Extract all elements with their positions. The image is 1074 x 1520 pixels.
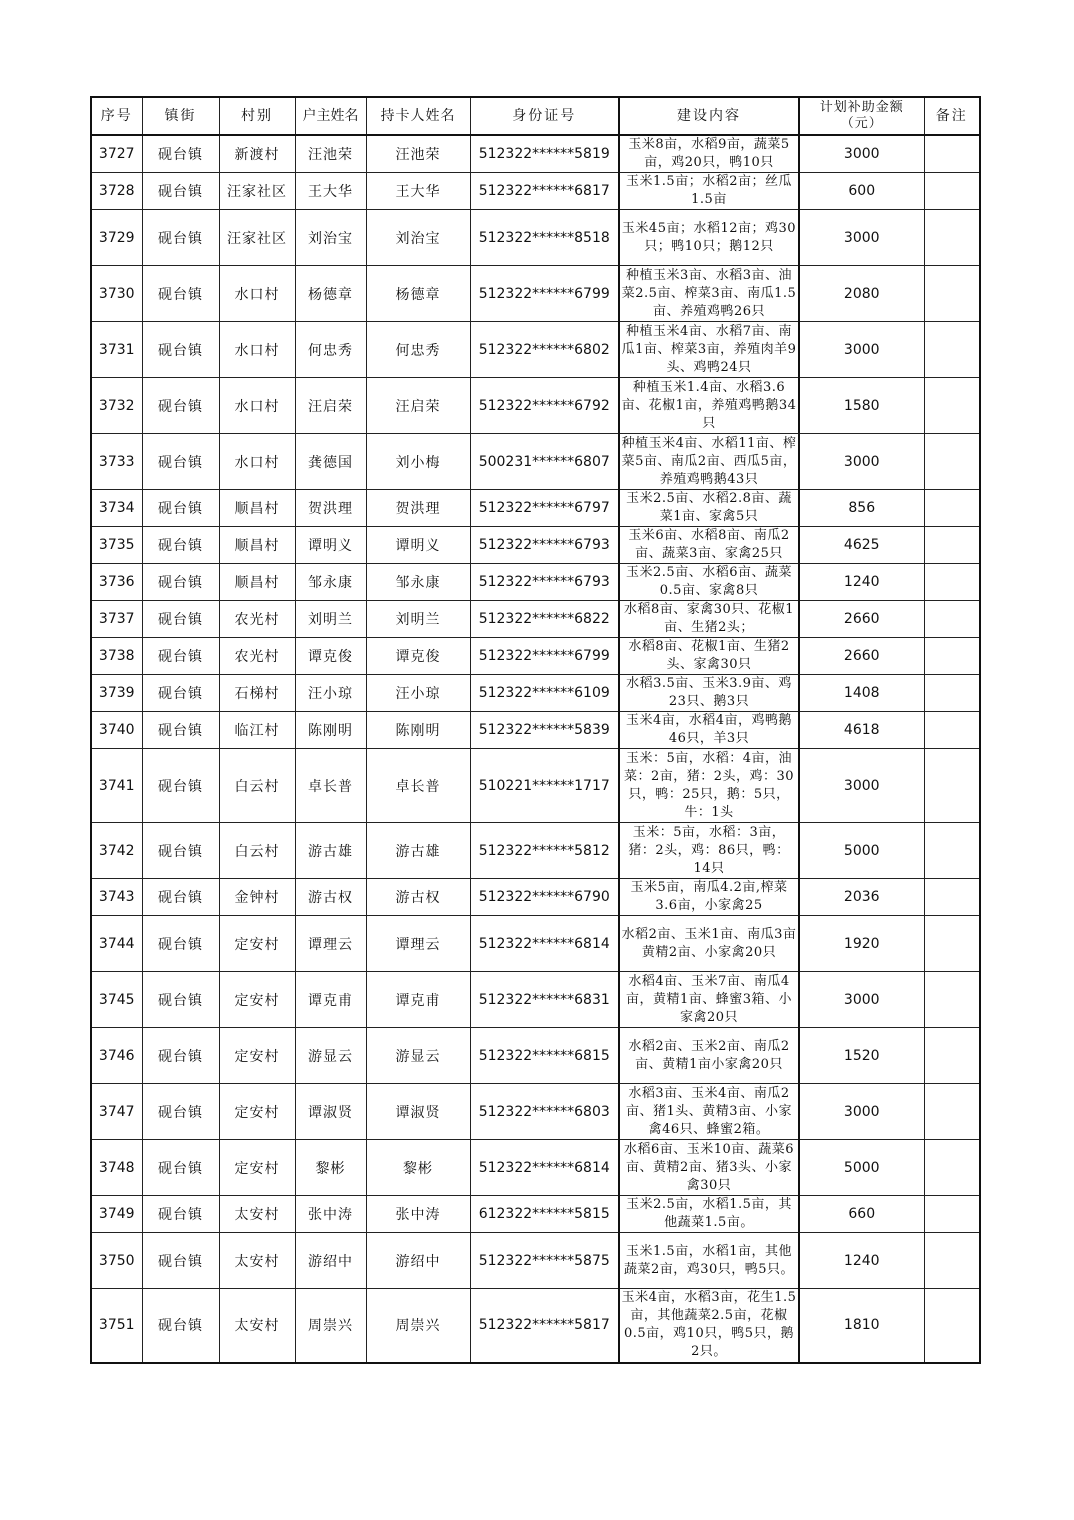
row-note [924,638,980,675]
row-id-number: 512322******6793 [470,564,619,601]
header-construction-content: 建设内容 [619,97,799,135]
row-planned-subsidy: 3000 [799,749,924,823]
row-village: 农光村 [219,601,295,638]
row-village: 顺昌村 [219,490,295,527]
row-town: 砚台镇 [142,879,219,916]
row-town: 砚台镇 [142,749,219,823]
row-town: 砚台镇 [142,823,219,879]
row-planned-subsidy: 3000 [799,135,924,173]
row-construction-content: 玉米4亩，水稻3亩，花生1.5亩，其他蔬菜2.5亩，花椒0.5亩，鸡10只，鸭5只，鹅2只。 [619,1289,799,1363]
row-seq: 3733 [91,434,142,490]
row-cardholder-name: 黎彬 [366,1140,470,1196]
row-seq: 3748 [91,1140,142,1196]
row-note [924,675,980,712]
row-id-number: 512322******5812 [470,823,619,879]
row-construction-content: 水稻3亩、玉米4亩、南瓜2亩、猪1头、黄精3亩、小家禽46只、蜂蜜2箱。 [619,1084,799,1140]
row-construction-content: 玉米45亩；水稻12亩；鸡30只；鸭10只；鹅12只 [619,210,799,266]
row-town: 砚台镇 [142,378,219,434]
row-note [924,601,980,638]
row-construction-content: 水稻2亩、玉米2亩、南瓜2亩、黄精1亩小家禽20只 [619,1028,799,1084]
row-planned-subsidy: 1810 [799,1289,924,1363]
row-head-name: 游显云 [295,1028,366,1084]
table-row [91,879,980,916]
row-planned-subsidy: 4625 [799,527,924,564]
row-note [924,173,980,210]
row-town: 砚台镇 [142,712,219,749]
row-construction-content: 水稻2亩、玉米1亩、南瓜3亩黄精2亩、小家禽20只 [619,916,799,972]
table-row [91,601,980,638]
row-construction-content: 种植玉米1.4亩、水稻3.6亩、花椒1亩，养殖鸡鸭鹅34只 [619,378,799,434]
row-town: 砚台镇 [142,434,219,490]
row-village: 定安村 [219,1084,295,1140]
row-head-name: 刘治宝 [295,210,366,266]
row-id-number: 512322******6817 [470,173,619,210]
row-note [924,210,980,266]
row-note [924,135,980,173]
row-id-number: 512322******8518 [470,210,619,266]
row-planned-subsidy: 3000 [799,1084,924,1140]
row-town: 砚台镇 [142,135,219,173]
row-id-number: 512322******5819 [470,135,619,173]
table-row [91,564,980,601]
row-note [924,1233,980,1289]
table-row [91,135,980,173]
row-village: 白云村 [219,823,295,879]
row-cardholder-name: 杨德章 [366,266,470,322]
header-cardholder-name: 持卡人姓名 [366,97,470,135]
table-row [91,749,980,823]
row-head-name: 陈刚明 [295,712,366,749]
row-seq: 3737 [91,601,142,638]
row-cardholder-name: 汪池荣 [366,135,470,173]
row-note [924,879,980,916]
row-town: 砚台镇 [142,1233,219,1289]
row-town: 砚台镇 [142,972,219,1028]
row-note [924,823,980,879]
row-planned-subsidy: 2080 [799,266,924,322]
row-note [924,1196,980,1233]
row-head-name: 杨德章 [295,266,366,322]
row-note [924,527,980,564]
row-construction-content: 玉米8亩，水稻9亩，蔬菜5亩，鸡20只，鸭10只 [619,135,799,173]
row-village: 水口村 [219,266,295,322]
header-id-number: 身份证号 [470,97,619,135]
row-seq: 3739 [91,675,142,712]
row-head-name: 贺洪理 [295,490,366,527]
row-id-number: 512322******6814 [470,1140,619,1196]
row-town: 砚台镇 [142,638,219,675]
row-village: 太安村 [219,1233,295,1289]
row-seq: 3744 [91,916,142,972]
row-head-name: 黎彬 [295,1140,366,1196]
row-village: 定安村 [219,972,295,1028]
row-note [924,434,980,490]
row-town: 砚台镇 [142,1140,219,1196]
row-planned-subsidy: 5000 [799,823,924,879]
row-id-number: 512322******5875 [470,1233,619,1289]
row-cardholder-name: 游古权 [366,879,470,916]
row-village: 定安村 [219,916,295,972]
row-construction-content: 水稻6亩、玉米10亩、蔬菜6亩、黄精2亩、猪3头、小家禽30只 [619,1140,799,1196]
row-construction-content: 玉米2.5亩、水稻6亩、蔬菜0.5亩、家禽8只 [619,564,799,601]
row-village: 汪家社区 [219,210,295,266]
row-id-number: 512322******6815 [470,1028,619,1084]
row-seq: 3747 [91,1084,142,1140]
row-seq: 3749 [91,1196,142,1233]
row-cardholder-name: 刘小梅 [366,434,470,490]
row-cardholder-name: 贺洪理 [366,490,470,527]
row-cardholder-name: 谭克甫 [366,972,470,1028]
row-planned-subsidy: 1580 [799,378,924,434]
row-seq: 3729 [91,210,142,266]
row-seq: 3732 [91,378,142,434]
row-construction-content: 水稻8亩、花椒1亩、生猪2头、家禽30只 [619,638,799,675]
row-construction-content: 种植玉米3亩、水稻3亩、油菜2.5亩、榨菜3亩、南瓜1.5亩、养殖鸡鸭26只 [619,266,799,322]
row-seq: 3730 [91,266,142,322]
row-village: 水口村 [219,434,295,490]
row-id-number: 512322******6822 [470,601,619,638]
row-seq: 3727 [91,135,142,173]
row-construction-content: 玉米：5亩，水稻：3亩，猪：2头，鸡：86只，鸭：14只 [619,823,799,879]
row-village: 顺昌村 [219,527,295,564]
row-planned-subsidy: 3000 [799,972,924,1028]
row-head-name: 谭淑贤 [295,1084,366,1140]
row-head-name: 汪启荣 [295,378,366,434]
row-construction-content: 水稻4亩、玉米7亩、南瓜4亩，黄精1亩、蜂蜜3箱、小家禽20只 [619,972,799,1028]
row-note [924,1084,980,1140]
table-row [91,638,980,675]
table-row [91,1140,980,1196]
row-cardholder-name: 汪启荣 [366,378,470,434]
row-village: 太安村 [219,1196,295,1233]
row-note [924,266,980,322]
row-note [924,322,980,378]
row-construction-content: 种植玉米4亩、水稻7亩、南瓜1亩、榨菜3亩，养殖肉羊9头、鸡鸭24只 [619,322,799,378]
row-town: 砚台镇 [142,675,219,712]
row-head-name: 游古雄 [295,823,366,879]
row-cardholder-name: 谭克俊 [366,638,470,675]
row-planned-subsidy: 3000 [799,322,924,378]
header-note: 备注 [924,97,980,135]
row-cardholder-name: 谭明义 [366,527,470,564]
table-row [91,1233,980,1289]
row-construction-content: 水稻8亩、家禽30只、花椒1亩、生猪2头； [619,601,799,638]
table-row [91,378,980,434]
subsidy-table [90,96,981,1364]
row-id-number: 512322******6803 [470,1084,619,1140]
row-seq: 3743 [91,879,142,916]
row-village: 农光村 [219,638,295,675]
row-note [924,1140,980,1196]
row-seq: 3731 [91,322,142,378]
row-planned-subsidy: 3000 [799,434,924,490]
row-id-number: 612322******5815 [470,1196,619,1233]
row-construction-content: 玉米5亩，南瓜4.2亩,榨菜3.6亩，小家禽25 [619,879,799,916]
row-village: 太安村 [219,1289,295,1363]
row-head-name: 谭克俊 [295,638,366,675]
row-id-number: 512322******6802 [470,322,619,378]
row-planned-subsidy: 856 [799,490,924,527]
row-town: 砚台镇 [142,490,219,527]
row-head-name: 谭明义 [295,527,366,564]
row-village: 水口村 [219,322,295,378]
row-id-number: 500231******6807 [470,434,619,490]
row-seq: 3745 [91,972,142,1028]
table-row [91,1196,980,1233]
row-seq: 3741 [91,749,142,823]
header-head-name: 户主姓名 [295,97,366,135]
row-construction-content: 种植玉米4亩、水稻11亩、榨菜5亩、南瓜2亩、西瓜5亩，养殖鸡鸭鹅43只 [619,434,799,490]
row-note [924,749,980,823]
row-town: 砚台镇 [142,601,219,638]
row-planned-subsidy: 2660 [799,638,924,675]
row-planned-subsidy: 5000 [799,1140,924,1196]
row-cardholder-name: 游绍中 [366,1233,470,1289]
row-head-name: 谭理云 [295,916,366,972]
table-row [91,675,980,712]
row-note [924,712,980,749]
row-id-number: 512322******6799 [470,266,619,322]
row-head-name: 王大华 [295,173,366,210]
row-head-name: 汪池荣 [295,135,366,173]
row-id-number: 512322******6797 [470,490,619,527]
table-header-row [91,97,980,135]
table-row [91,173,980,210]
row-seq: 3734 [91,490,142,527]
row-cardholder-name: 游显云 [366,1028,470,1084]
row-head-name: 游绍中 [295,1233,366,1289]
row-seq: 3728 [91,173,142,210]
row-id-number: 512322******6792 [470,378,619,434]
row-planned-subsidy: 3000 [799,210,924,266]
row-planned-subsidy: 2660 [799,601,924,638]
row-head-name: 邹永康 [295,564,366,601]
table-row [91,490,980,527]
header-planned-subsidy: 计划补助金额（元） [799,97,924,135]
table-row [91,434,980,490]
row-construction-content: 玉米1.5亩，水稻1亩，其他蔬菜2亩，鸡30只，鸭5只。 [619,1233,799,1289]
row-seq: 3738 [91,638,142,675]
row-note [924,490,980,527]
row-village: 顺昌村 [219,564,295,601]
row-planned-subsidy: 1520 [799,1028,924,1084]
row-village: 水口村 [219,378,295,434]
row-town: 砚台镇 [142,322,219,378]
row-cardholder-name: 刘治宝 [366,210,470,266]
row-town: 砚台镇 [142,1084,219,1140]
row-planned-subsidy: 4618 [799,712,924,749]
table-row [91,210,980,266]
row-id-number: 512322******6790 [470,879,619,916]
table-row [91,972,980,1028]
row-id-number: 512322******6814 [470,916,619,972]
row-head-name: 何忠秀 [295,322,366,378]
row-construction-content: 玉米4亩，水稻4亩，鸡鸭鹅46只，羊3只 [619,712,799,749]
row-cardholder-name: 邹永康 [366,564,470,601]
row-construction-content: 水稻3.5亩、玉米3.9亩、鸡23只、鹅3只 [619,675,799,712]
row-village: 汪家社区 [219,173,295,210]
table-row [91,1289,980,1363]
row-id-number: 510221******1717 [470,749,619,823]
row-seq: 3751 [91,1289,142,1363]
row-cardholder-name: 周崇兴 [366,1289,470,1363]
row-town: 砚台镇 [142,210,219,266]
row-note [924,972,980,1028]
row-planned-subsidy: 2036 [799,879,924,916]
row-cardholder-name: 汪小琼 [366,675,470,712]
row-seq: 3735 [91,527,142,564]
row-seq: 3736 [91,564,142,601]
row-town: 砚台镇 [142,266,219,322]
row-head-name: 谭克甫 [295,972,366,1028]
table-row [91,916,980,972]
row-id-number: 512322******6831 [470,972,619,1028]
row-planned-subsidy: 660 [799,1196,924,1233]
row-village: 临江村 [219,712,295,749]
row-village: 白云村 [219,749,295,823]
row-note [924,916,980,972]
row-cardholder-name: 谭淑贤 [366,1084,470,1140]
header-town: 镇街 [142,97,219,135]
row-town: 砚台镇 [142,564,219,601]
row-note [924,564,980,601]
row-planned-subsidy: 600 [799,173,924,210]
row-construction-content: 玉米6亩、水稻8亩、南瓜2亩、蔬菜3亩、家禽25只 [619,527,799,564]
row-head-name: 汪小琼 [295,675,366,712]
row-cardholder-name: 谭理云 [366,916,470,972]
table-row [91,266,980,322]
row-construction-content: 玉米2.5亩，水稻1.5亩，其他蔬菜1.5亩。 [619,1196,799,1233]
row-village: 定安村 [219,1028,295,1084]
table-row [91,823,980,879]
row-note [924,378,980,434]
header-seq: 序号 [91,97,142,135]
table-row [91,1028,980,1084]
row-seq: 3746 [91,1028,142,1084]
header-village: 村别 [219,97,295,135]
row-id-number: 512322******5817 [470,1289,619,1363]
row-construction-content: 玉米：5亩，水稻：4亩，油菜：2亩，猪：2头，鸡：30只，鸭：25只，鹅：5只，牛：1头 [619,749,799,823]
row-cardholder-name: 游古雄 [366,823,470,879]
row-note [924,1028,980,1084]
row-planned-subsidy: 1240 [799,564,924,601]
row-id-number: 512322******6799 [470,638,619,675]
row-cardholder-name: 刘明兰 [366,601,470,638]
row-head-name: 张中涛 [295,1196,366,1233]
row-planned-subsidy: 1920 [799,916,924,972]
table-row [91,1084,980,1140]
row-town: 砚台镇 [142,916,219,972]
row-village: 新渡村 [219,135,295,173]
table-row [91,527,980,564]
row-village: 定安村 [219,1140,295,1196]
table-row [91,322,980,378]
row-head-name: 周崇兴 [295,1289,366,1363]
row-town: 砚台镇 [142,1196,219,1233]
row-construction-content: 玉米1.5亩；水稻2亩；丝瓜1.5亩 [619,173,799,210]
row-seq: 3740 [91,712,142,749]
row-construction-content: 玉米2.5亩、水稻2.8亩、蔬菜1亩、家禽5只 [619,490,799,527]
row-id-number: 512322******5839 [470,712,619,749]
row-planned-subsidy: 1240 [799,1233,924,1289]
row-planned-subsidy: 1408 [799,675,924,712]
row-town: 砚台镇 [142,1028,219,1084]
row-id-number: 512322******6793 [470,527,619,564]
row-seq: 3750 [91,1233,142,1289]
row-id-number: 512322******6109 [470,675,619,712]
row-note [924,1289,980,1363]
row-head-name: 龚德国 [295,434,366,490]
row-head-name: 游古权 [295,879,366,916]
row-town: 砚台镇 [142,1289,219,1363]
table-row [91,712,980,749]
row-head-name: 卓长普 [295,749,366,823]
row-cardholder-name: 何忠秀 [366,322,470,378]
row-cardholder-name: 张中涛 [366,1196,470,1233]
row-village: 石梯村 [219,675,295,712]
row-town: 砚台镇 [142,527,219,564]
row-village: 金钟村 [219,879,295,916]
row-cardholder-name: 卓长普 [366,749,470,823]
row-seq: 3742 [91,823,142,879]
row-cardholder-name: 王大华 [366,173,470,210]
row-head-name: 刘明兰 [295,601,366,638]
row-cardholder-name: 陈刚明 [366,712,470,749]
row-town: 砚台镇 [142,173,219,210]
